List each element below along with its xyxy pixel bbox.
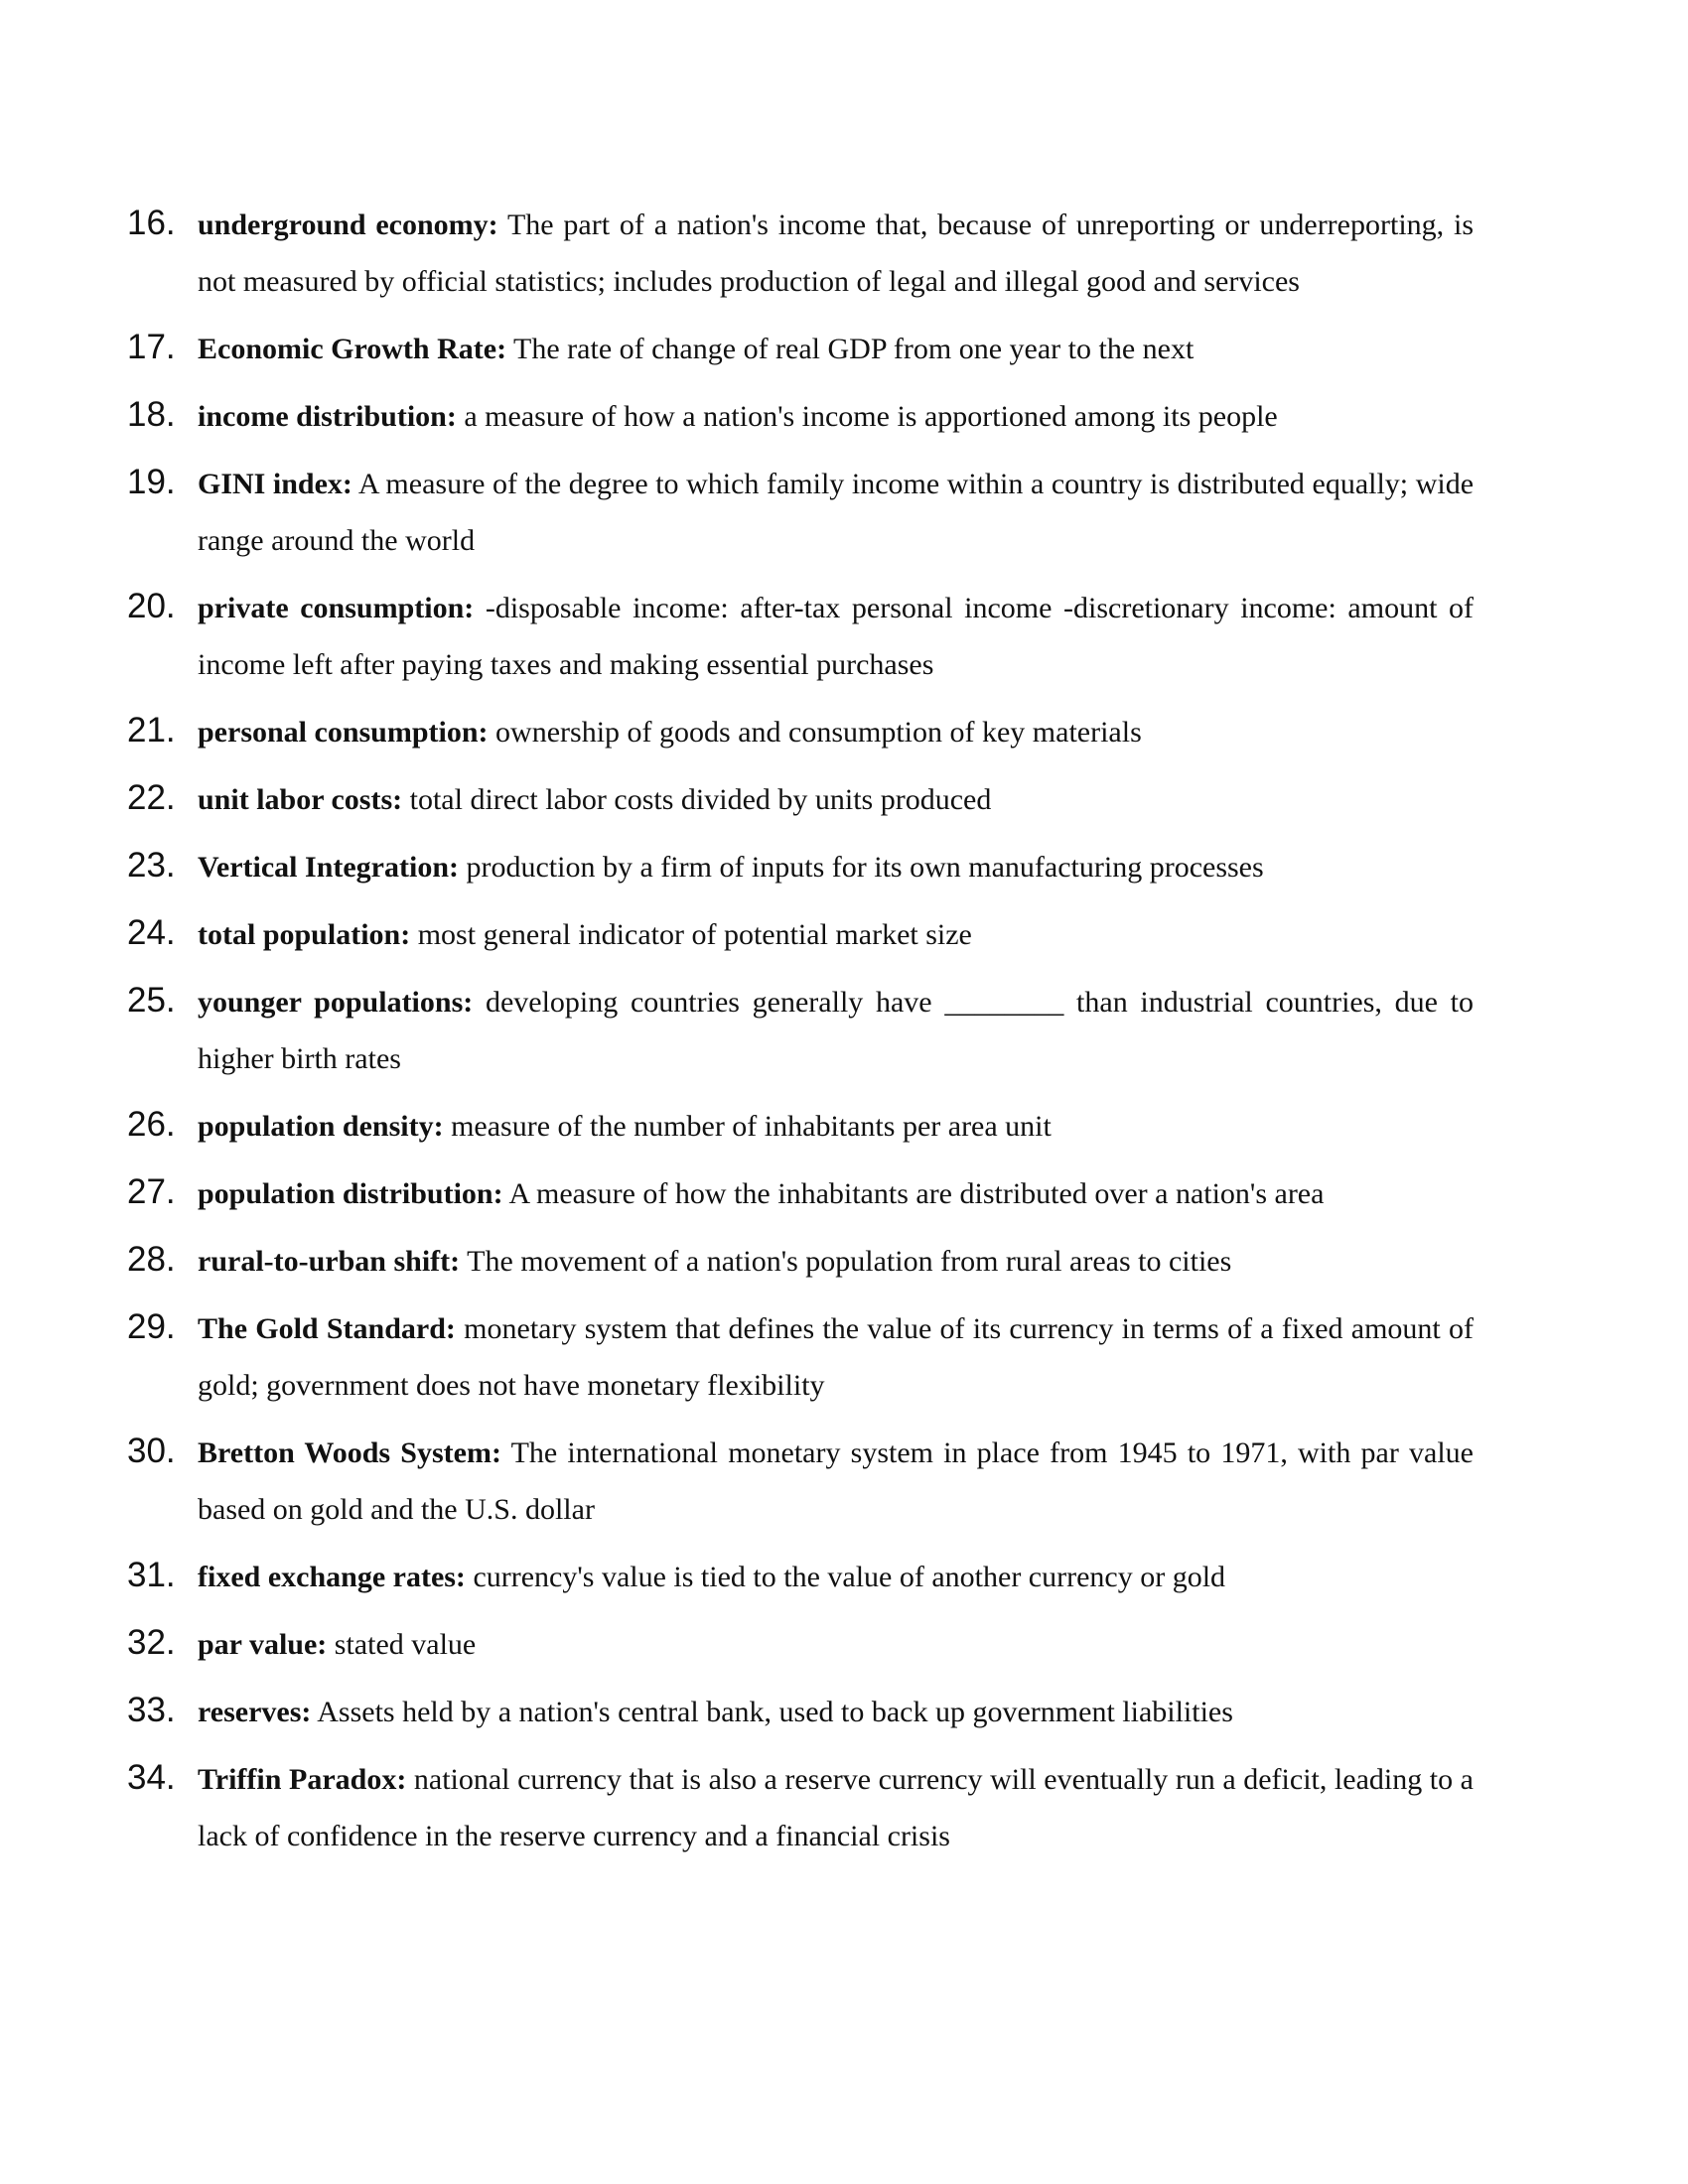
item-term: GINI index: <box>198 468 352 500</box>
glossary-item <box>127 321 1474 377</box>
item-definition: The movement of a nation's population from rural areas to cities <box>467 1245 1232 1278</box>
item-definition: a measure of how a nation's income is apportioned among its people <box>464 400 1278 433</box>
item-number: 30. <box>127 1432 176 1470</box>
glossary-item <box>127 906 1474 963</box>
item-term: population distribution: <box>198 1177 503 1210</box>
item-number: 26. <box>127 1105 176 1144</box>
item-definition: measure of the number of inhabitants per area unit <box>451 1110 1052 1143</box>
item-number: 25. <box>127 981 176 1020</box>
item-definition: production by a firm of inputs for its own manufacturing processes <box>466 851 1264 884</box>
glossary-item <box>127 974 1475 1087</box>
glossary-item <box>127 456 1475 569</box>
item-number: 19. <box>127 463 176 501</box>
item-term: population density: <box>198 1110 444 1143</box>
item-term: reserves: <box>198 1696 312 1728</box>
item-term: The Gold Standard: <box>198 1312 456 1345</box>
item-definition: The part of a nation's income that, because of unreporting or underreporting, is not measured by official statistics; includes production of legal and illegal good and services <box>198 208 1474 298</box>
item-number: 29. <box>127 1307 176 1346</box>
item-number: 22. <box>127 778 176 817</box>
item-number: 32. <box>127 1623 176 1662</box>
item-term: par value: <box>198 1628 328 1661</box>
glossary-item <box>127 1616 1474 1673</box>
glossary-item <box>127 771 1474 828</box>
item-definition: developing countries generally have ________ than industrial countries, due to higher birth rates <box>198 986 1475 1075</box>
item-definition: currency's value is tied to the value of another currency or gold <box>473 1561 1226 1593</box>
item-number: 24. <box>127 913 176 952</box>
item-definition: monetary system that defines the value of its currency in terms of a fixed amount of gold; government does not have monetary flexibility <box>198 1312 1475 1402</box>
item-number: 27. <box>127 1172 176 1211</box>
item-term: Economic Growth Rate: <box>198 333 507 365</box>
item-number: 16. <box>127 204 176 242</box>
glossary-list <box>127 197 1475 1875</box>
item-term: Bretton Woods System: <box>198 1436 501 1469</box>
item-definition: Assets held by a nation's central bank, used to back up government liabilities <box>317 1696 1233 1728</box>
item-definition: -disposable income: after-tax personal income -discretionary income: amount of income left after paying taxes and making essential purchases <box>198 592 1474 681</box>
item-number: 18. <box>127 395 176 434</box>
item-number: 17. <box>127 328 176 366</box>
item-definition: national currency that is also a reserve currency will eventually run a deficit, leading to a lack of confidence in the reserve currency and a financial crisis <box>198 1763 1475 1852</box>
item-term: underground economy: <box>198 208 498 241</box>
item-definition: stated value <box>334 1628 477 1661</box>
glossary-item <box>127 197 1474 310</box>
item-term: Vertical Integration: <box>198 851 459 884</box>
item-definition: The international monetary system in place from 1945 to 1971, with par value based on gold and the U.S. dollar <box>198 1436 1474 1526</box>
glossary-item <box>127 1165 1474 1222</box>
glossary-item <box>127 1300 1475 1414</box>
item-number: 21. <box>127 711 176 750</box>
item-number: 33. <box>127 1691 176 1729</box>
item-definition: A measure of the degree to which family income within a country is distributed equally; wide range around the world <box>198 468 1475 557</box>
item-definition: The rate of change of real GDP from one year to the next <box>513 333 1195 365</box>
item-number: 28. <box>127 1240 176 1279</box>
item-term: younger populations: <box>198 986 474 1019</box>
item-term: unit labor costs: <box>198 783 403 816</box>
item-term: personal consumption: <box>198 716 489 749</box>
glossary-item <box>127 1098 1474 1155</box>
glossary-item <box>127 1684 1474 1740</box>
item-definition: A measure of how the inhabitants are distributed over a nation's area <box>508 1177 1325 1210</box>
item-term: total population: <box>198 918 411 951</box>
item-term: private consumption: <box>198 592 475 624</box>
item-term: rural-to-urban shift: <box>198 1245 461 1278</box>
item-definition: total direct labor costs divided by units produced <box>409 783 992 816</box>
glossary-item <box>127 1425 1474 1538</box>
glossary-item <box>127 388 1474 445</box>
glossary-item <box>127 1549 1474 1605</box>
glossary-item <box>127 704 1474 760</box>
item-term: fixed exchange rates: <box>198 1561 466 1593</box>
item-definition: most general indicator of potential market size <box>417 918 972 951</box>
item-definition: ownership of goods and consumption of key materials <box>495 716 1142 749</box>
glossary-item <box>127 1751 1475 1864</box>
item-number: 23. <box>127 846 176 885</box>
item-term: Triffin Paradox: <box>198 1763 407 1796</box>
item-number: 31. <box>127 1556 176 1594</box>
item-term: income distribution: <box>198 400 457 433</box>
glossary-item <box>127 839 1474 895</box>
glossary-item <box>127 1233 1474 1290</box>
glossary-item <box>127 580 1474 693</box>
item-number: 34. <box>127 1758 176 1797</box>
item-number: 20. <box>127 587 176 625</box>
